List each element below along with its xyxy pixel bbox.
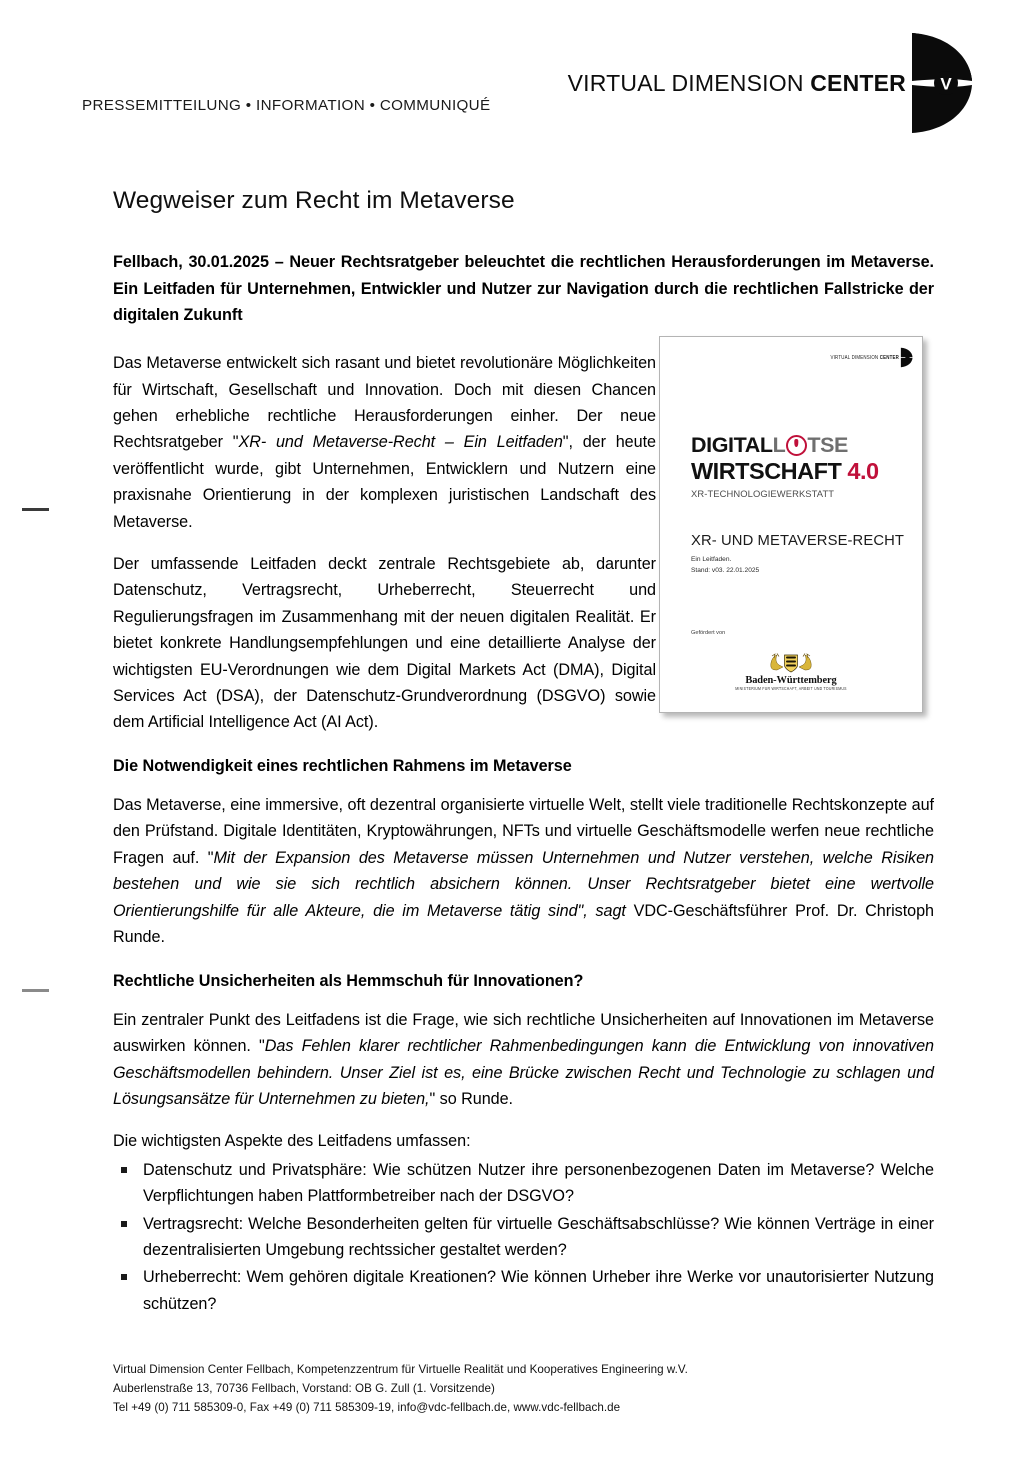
vdc-wordmark-bold: CENTER <box>810 69 906 96</box>
margin-tick-lower <box>22 989 49 992</box>
paragraph-framework <box>113 792 934 950</box>
guide-title-italic: XR- und Metaverse-Recht – Ein Leitfaden <box>238 433 563 452</box>
page-footer <box>113 1361 933 1417</box>
footer-address: Auberlenstraße 13, 70736 Fellbach, Vorstand: OB G. Zull (1. Vorsitzende) <box>113 1381 495 1395</box>
section-heading-framework: Die Notwendigkeit eines rechtlichen Rahmens im Metaverse <box>113 756 572 775</box>
quote-runde-1: Mit der Expansion des Metaverse müssen Unternehmen und Nutzer verstehen, welche Risiken bestehen und wie sie sich rechtlich absichern können. Unser Rechtsratgeber bietet eine wertvolle Orientierungshilfe für alle Akteure, die im Metaverse tätig sind", sagt <box>113 848 934 920</box>
page-title: Wegweiser zum Recht im Metaverse <box>113 187 515 214</box>
square-bullet-icon <box>121 1221 127 1227</box>
cover-brand-tse: TSE <box>807 433 848 457</box>
footer-contact: Tel +49 (0) 711 585309-0, Fax +49 (0) 711 585309-19, info@vdc-fellbach.de, www.vdc-fellbach.de <box>113 1400 621 1414</box>
cover-subtitle-line2: Stand: v03. 22.01.2025 <box>691 566 760 574</box>
cover-title: XR- UND METAVERSE-RECHT <box>691 533 905 549</box>
vdc-d-mark-icon <box>908 29 974 137</box>
margin-tick-upper <box>22 508 49 511</box>
aspects-list <box>113 1157 934 1317</box>
funder-name: Baden-Württemberg <box>745 675 837 686</box>
paragraph-uncertainty-part2: " so Runde. <box>429 1090 514 1109</box>
footer-organisation: Virtual Dimension Center Fellbach, Kompetenzzentrum für Virtuelle Realität und Kooperatives Engineering w.V. <box>113 1363 688 1376</box>
aspects-intro: Die wichtigsten Aspekte des Leitfadens umfassen: <box>113 1132 471 1151</box>
header-kicker: PRESSEMITTEILUNG • INFORMATION • COMMUNIQUÉ <box>82 97 491 114</box>
paragraph-framework-part2: VDC-Geschäftsführer Prof. Dr. Christoph Runde. <box>113 901 934 947</box>
paragraph-scope: Der umfassende Leitfaden deckt zentrale Rechtsgebiete ab, darunter Datenschutz, Vertragsrecht, Urheberrecht, Steuerrecht und Regulierungsfragen im Zusammenhang mit der neuen digitalen Realität. Er bietet konkrete Handlungsempfehlungen und eine detaillierte Analyse der wichtigsten EU-Verordnungen wie dem Digital Markets Act (DMA), Digital Services Act (DSA), der Datenschutz-Grundverordnung (DSGVO) sowie dem Artificial Intelligence Act (AI Act). <box>113 554 656 732</box>
page-header <box>0 0 1028 160</box>
cover-vdc-wordmark-light: VIRTUAL DIMENSION <box>830 354 880 361</box>
cover-brand-version: 4.0 <box>847 457 879 484</box>
vdc-logo <box>568 28 974 138</box>
paragraph-intro-part2: ", der heute veröffentlicht wurde, gibt Unternehmen, Entwicklern und Nutzern eine praxisnahe Orientierung in der komplexen juristischen Landschaft des Metaverse. <box>113 433 656 531</box>
section-heading-uncertainty: Rechtliche Unsicherheiten als Hemmschuh für Innovationen? <box>113 971 584 990</box>
vdc-wordmark <box>568 70 906 97</box>
list-item <box>113 1211 934 1264</box>
list-item <box>113 1157 934 1210</box>
paragraph-intro <box>113 350 656 535</box>
cover-vdc-wordmark-bold: CENTER <box>879 354 899 361</box>
cover-brand-digital: DIGITAL <box>691 433 773 457</box>
cover-brand-line3: XR-TECHNOLOGIEWERKSTATT <box>691 488 835 499</box>
list-item-text: Vertragsrecht: Welche Besonderheiten gelten für virtuelle Geschäftsabschlüsse? Wie können Verträge in einer dezentralisierten Umgebung rechtssicher gestaltet werden? <box>143 1214 934 1260</box>
vdc-wordmark-light: VIRTUAL DIMENSION <box>567 69 811 96</box>
cover-brand-wirtschaft: WIRTSCHAFT <box>691 457 848 484</box>
square-bullet-icon <box>121 1274 127 1280</box>
quote-runde-2: Das Fehlen klarer rechtlicher Rahmenbedingungen kann die Entwicklung von innovativen Geschäftsmodellen behindern. Unser Ziel ist es, eine Brücke zwischen Recht und Technologie zu schlagen und Lösungsansätze für Unternehmen zu bieten, <box>113 1037 934 1109</box>
list-item-text: Urheberrecht: Wem gehören digitale Kreationen? Wie können Urheber ihre Werke vor unautorisierter Nutzung schützen? <box>143 1268 934 1313</box>
vdc-mark-letter: V <box>940 74 952 94</box>
funder-ministry: MINISTERIUM FÜR WIRTSCHAFT, ARBEIT UND TOURISMUS <box>735 686 847 692</box>
paragraph-uncertainty <box>113 1007 934 1113</box>
cover-funded-label: Gefördert von <box>691 630 726 636</box>
document-body <box>113 186 934 1318</box>
cover-subtitle-line1: Ein Leitfaden. <box>691 556 732 563</box>
cover-brand-l: L <box>772 433 786 457</box>
list-item-text: Datenschutz und Privatsphäre: Wie schützen Nutzer ihre personenbezogenen Daten im Metaverse? Welche Verpflichtungen haben Plattformbetreiber nach der DSGVO? <box>143 1160 934 1206</box>
paragraph-intro-part1: Das Metaverse entwickelt sich rasant und bietet revolutionäre Möglichkeiten für Wirtschaft, Gesellschaft und Innovation. Doch mit diesen Chancen gehen erhebliche rechtliche Herausforderungen einher. Der neue Rechtsratgeber " <box>113 354 656 452</box>
paragraph-uncertainty-part1: Ein zentraler Punkt des Leitfadens ist die Frage, wie sich rechtliche Unsicherheiten auf Innovationen im Metaverse auswirken können. " <box>113 1010 934 1056</box>
lead-paragraph: Fellbach, 30.01.2025 – Neuer Rechtsratgeber beleuchtet die rechtlichen Herausforderungen im Metaverse. Ein Leitfaden für Unternehmen, Entwickler und Nutzer zur Navigation durch die rechtlichen Fallstricke der digitalen Zukunft <box>113 253 934 324</box>
list-item <box>113 1264 934 1317</box>
square-bullet-icon <box>121 1167 127 1173</box>
paragraph-framework-part1: Das Metaverse, eine immersive, oft dezentral organisierte virtuelle Welt, stellt viele traditionelle Rechtskonzepte auf den Prüfstand. Digitale Identitäten, Kryptowährungen, NFTs und virtuelle Geschäftsmodelle werfen neue rechtliche Fragen auf. " <box>113 796 934 867</box>
